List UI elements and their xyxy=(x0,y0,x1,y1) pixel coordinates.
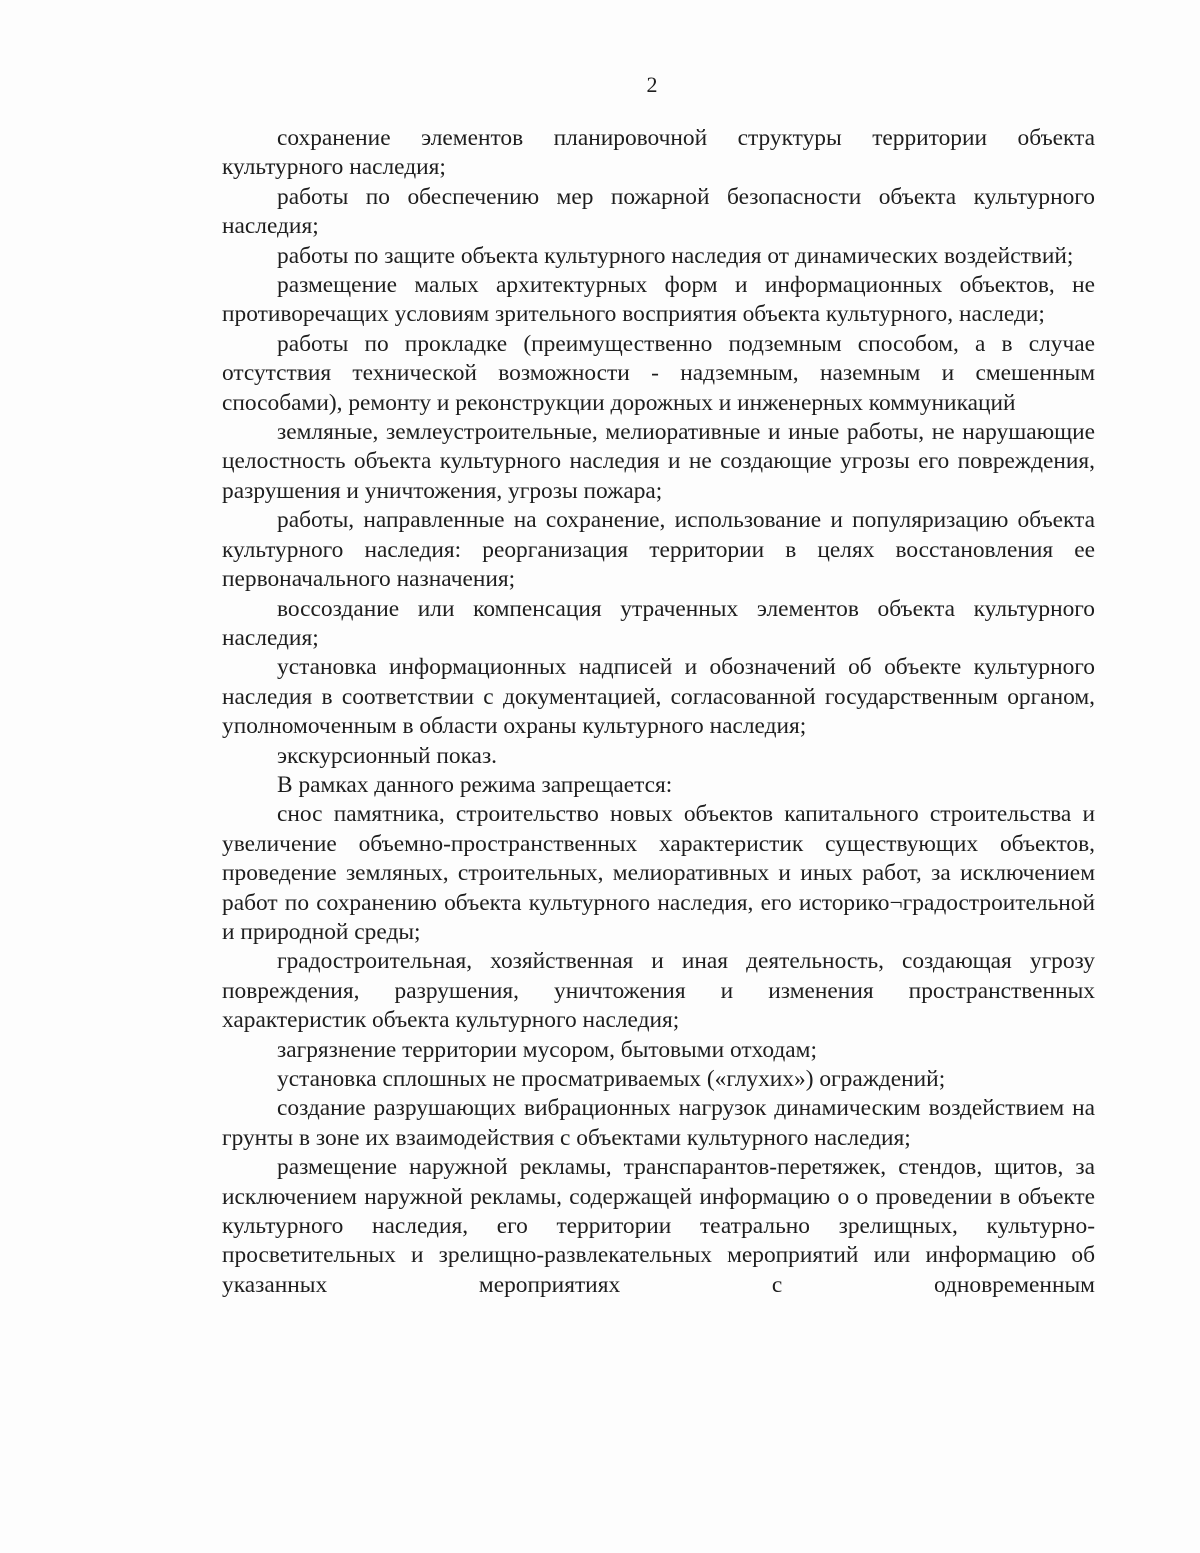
paragraph: В рамках данного режима запрещается: xyxy=(277,771,673,798)
paragraph: создание разрушающих вибрационных нагрузок динамическим воздействием на грунты в зоне их взаимодействия с объектами культурного наследия; xyxy=(222,1095,1095,1151)
paragraph: работы по обеспечению мер пожарной безопасности объекта культурного наследия; xyxy=(222,183,1095,240)
document-body xyxy=(222,124,1095,1300)
paragraph: работы, направленные на сохранение, использование и популяризацию объекта культурного наследия: реорганизация территории в целях восстановления ее первоначального назначения; xyxy=(222,507,1095,593)
paragraph: установка сплошных не просматриваемых («глухих») ограждений; xyxy=(277,1066,946,1092)
paragraph: загрязнение территории мусором, бытовыми отходам; xyxy=(277,1036,817,1063)
paragraph: установка информационных надписей и обозначений об объекте культурного наследия в соответствии с документацией, согласованной государственным органом, уполномоченным в области охраны культурного наследия; xyxy=(222,654,1095,740)
paragraph: работы по прокладке (преимущественно подземным способом, а в случае отсутствия технической возможности - надземным, наземным и смешенным способами), ремонту и реконструкции дорожных и инженерных коммуникаций xyxy=(222,330,1095,416)
paragraph: размещение наружной рекламы, транспарантов-перетяжек, стендов, щитов, за исключением наружной рекламы, содержащей информацию о о проведении в объекте культурного наследия, его территории театрально зрелищных, культурно-просветительных и зрелищно-развлекательных мероприятий или информацию об указанных мероприятиях с одновременным xyxy=(222,1154,1095,1298)
paragraph: сохранение элементов планировочной структуры территории объекта культурного наследия; xyxy=(222,125,1095,181)
paragraph: снос памятника, строительство новых объектов капитального строительства и увеличение объемно-пространственных характеристик существующих объектов, проведение земляных, строительных, мелиоративных и иных работ, за исключением работ по сохранению объекта культурного наследия, его историко¬градостроительной и природной среды; xyxy=(222,801,1095,945)
paragraph: воссоздание или компенсация утраченных элементов объекта культурного наследия; xyxy=(222,595,1095,651)
page-number: 2 xyxy=(646,72,658,97)
paragraph: размещение малых архитектурных форм и информационных объектов, не противоречащих условиям зрительного восприятия объекта культурного, наследи; xyxy=(222,272,1095,328)
paragraph: работы по защите объекта культурного наследия от динамических воздействий; xyxy=(277,242,1074,269)
paragraph: земляные, землеустроительные, мелиоративные и иные работы, не нарушающие целостность объекта культурного наследия и не создающие угрозы его повреждения, разрушения и уничтожения, угрозы пожара; xyxy=(222,419,1095,504)
paragraph: экскурсионный показ. xyxy=(277,742,498,769)
paragraph: градостроительная, хозяйственная и иная деятельность, создающая угрозу повреждения, разрушения, уничтожения и изменения пространственных характеристик объекта культурного наследия; xyxy=(222,948,1095,1034)
